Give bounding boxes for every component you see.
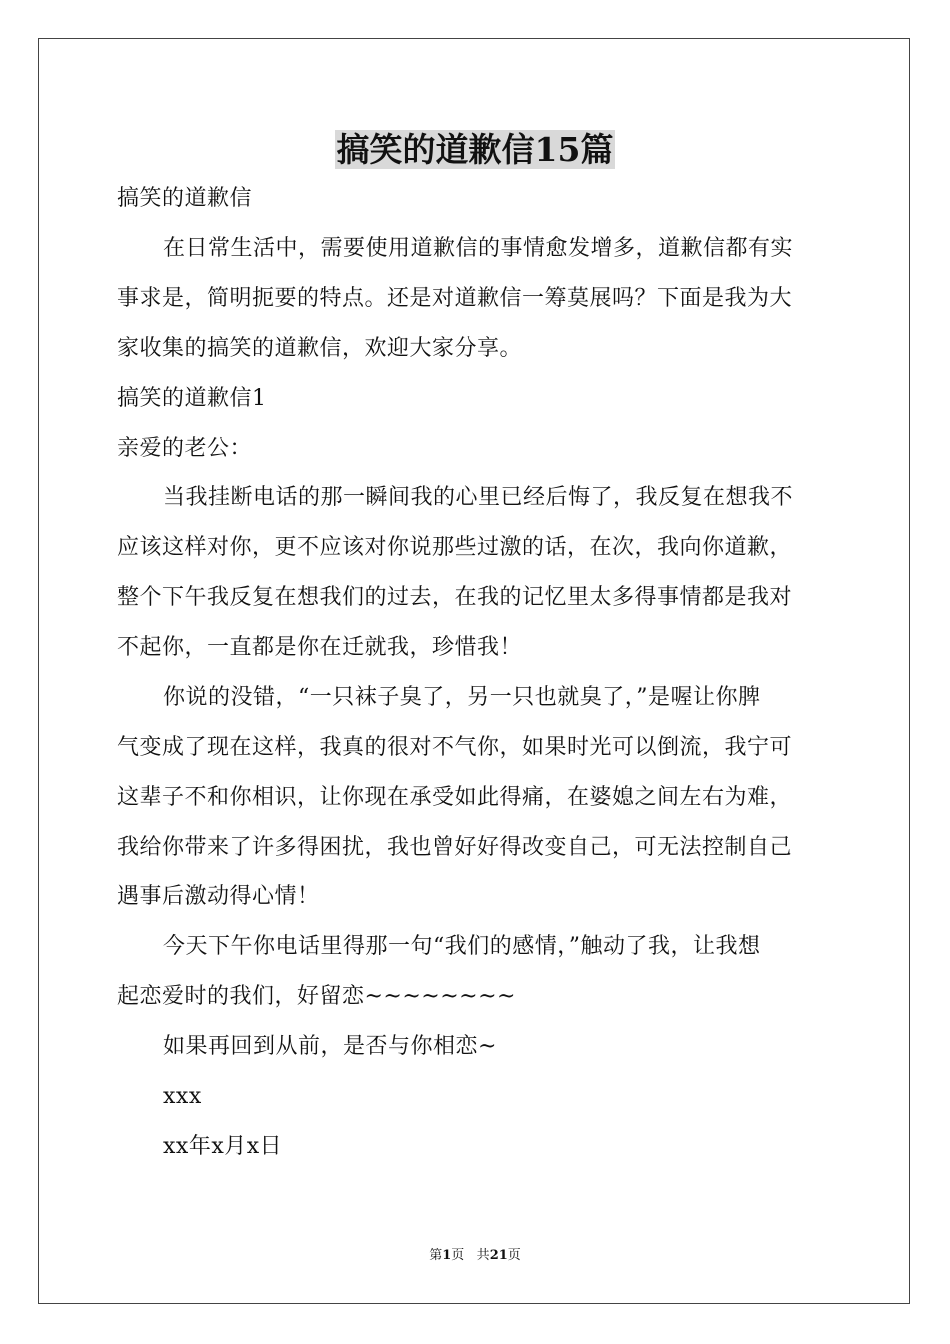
paragraph1-line: 不起你，一直都是你在迁就我，珍惜我！ bbox=[117, 635, 523, 660]
paragraph2-line: 你说的没错，“一只袜子臭了，另一只也就臭了，”是喔让你脾 bbox=[163, 685, 761, 710]
intro-line: 事求是，简明扼要的特点。还是对道歉信一筹莫展吗？下面是我为大 bbox=[117, 286, 793, 311]
paragraph2-line: 这辈子不和你相识，让你现在承受如此得痛，在婆媳之间左右为难， bbox=[117, 785, 793, 810]
page-number: 1 bbox=[442, 1248, 452, 1263]
paragraph3-line: 今天下午你电话里得那一句“我们的感情，”触动了我，让我想 bbox=[163, 934, 761, 959]
document-title: 搞笑的道歉信15篇 bbox=[336, 130, 614, 169]
section-heading: 搞笑的道歉信1 bbox=[117, 386, 267, 411]
page-frame bbox=[38, 38, 910, 1304]
paragraph1-line: 当我挂断电话的那一瞬间我的心里已经后悔了，我反复在想我不 bbox=[163, 485, 794, 510]
paragraph2-line: 气变成了现在这样，我真的很对不气你，如果时光可以倒流，我宁可 bbox=[117, 735, 793, 760]
page-footer: 第1页 共21页 bbox=[429, 1248, 521, 1263]
paragraph2-line: 我给你带来了许多得困扰，我也曾好好得改变自己，可无法控制自己 bbox=[117, 835, 793, 860]
paragraph3-line: 起恋爱时的我们，好留恋~~~~~~~~ bbox=[117, 984, 516, 1009]
signature: xxx bbox=[163, 1084, 202, 1109]
closing-line: 如果再回到从前，是否与你相恋~ bbox=[163, 1034, 497, 1059]
intro-line: 在日常生活中，需要使用道歉信的事情愈发增多，道歉信都有实 bbox=[163, 236, 794, 261]
paragraph1-line: 整个下午我反复在想我们的过去，在我的记忆里太多得事情都是我对 bbox=[117, 585, 793, 610]
salutation: 亲爱的老公： bbox=[117, 436, 253, 461]
total-pages: 21 bbox=[489, 1248, 508, 1263]
paragraph1-line: 应该这样对你，更不应该对你说那些过激的话，在次，我向你道歉， bbox=[117, 535, 793, 560]
paragraph2-line: 遇事后激动得心情！ bbox=[117, 884, 320, 909]
intro-line: 家收集的搞笑的道歉信，欢迎大家分享。 bbox=[117, 336, 523, 361]
letter-date: xx年x月x日 bbox=[163, 1134, 283, 1159]
document-subtitle: 搞笑的道歉信 bbox=[117, 186, 253, 211]
